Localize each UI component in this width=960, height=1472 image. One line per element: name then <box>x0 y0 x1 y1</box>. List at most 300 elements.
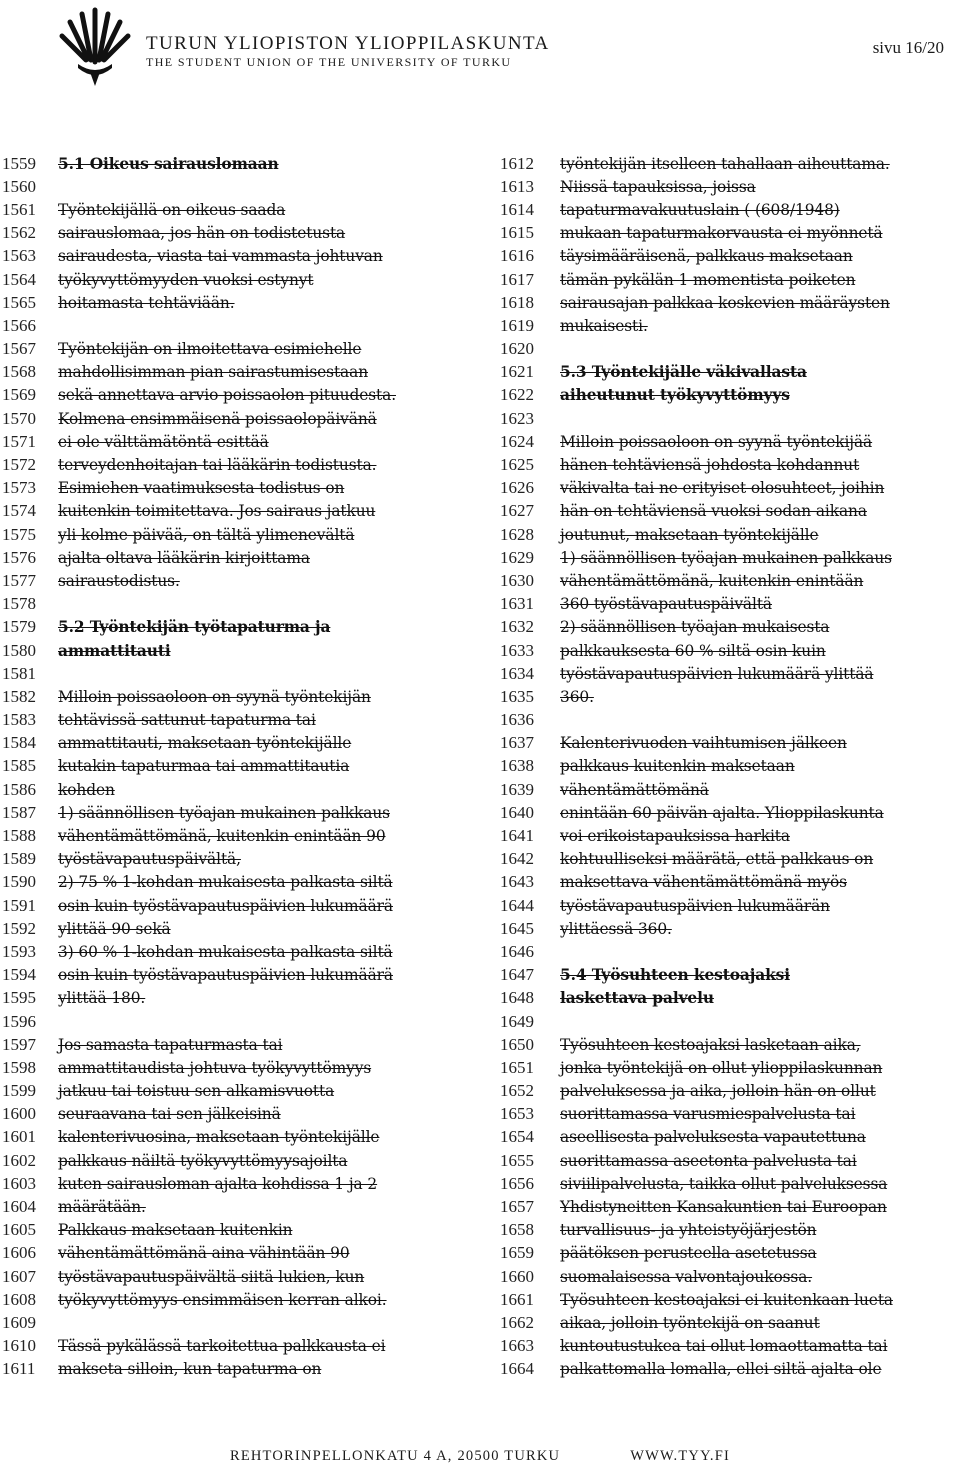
line-number: 1584 <box>2 733 36 753</box>
line-text: suomalaisessa valvontajoukossa. <box>560 1267 813 1286</box>
line-number: 1664 <box>500 1359 534 1379</box>
text-line <box>500 222 955 245</box>
text-line <box>2 1010 472 1033</box>
text-line <box>500 1265 955 1288</box>
text-line <box>2 523 472 546</box>
line-text: joutunut, maksetaan työntekijälle <box>560 525 819 544</box>
line-number: 1628 <box>500 524 534 544</box>
text-line <box>2 198 472 221</box>
line-number: 1601 <box>2 1127 36 1147</box>
line-number: 1617 <box>500 269 534 289</box>
line-text: 360. <box>560 687 594 706</box>
line-number: 1570 <box>2 408 36 428</box>
text-line <box>2 685 472 708</box>
line-text: palkkauksesta 60 % siltä osin kuin <box>560 641 826 660</box>
text-line <box>500 1056 955 1079</box>
text-line <box>500 1242 955 1265</box>
line-text: päätöksen perusteella asetetussa <box>560 1244 817 1263</box>
text-line <box>500 778 955 801</box>
text-line <box>500 917 955 940</box>
line-text: väkivalta tai ne erityiset olosuhteet, joihin <box>560 479 885 498</box>
line-text: tehtävissä sattunut tapaturma tai <box>58 711 316 730</box>
line-number: 1564 <box>2 269 36 289</box>
text-line <box>500 338 955 361</box>
text-line <box>500 987 955 1010</box>
line-number: 1623 <box>500 408 534 428</box>
line-number: 1569 <box>2 385 36 405</box>
line-text: Kolmena ensimmäisenä poissaolopäivänä <box>58 409 377 428</box>
text-line <box>2 755 472 778</box>
text-line <box>2 430 472 453</box>
line-number: 1571 <box>2 431 36 451</box>
text-line <box>500 894 955 917</box>
left-column <box>2 152 472 1381</box>
line-number: 1599 <box>2 1081 36 1101</box>
text-line <box>2 709 472 732</box>
text-line <box>2 1311 472 1334</box>
line-text: Tässä pykälässä tarkoitettua palkkausta ei <box>58 1337 386 1356</box>
section-heading: laskettava palvelu <box>560 989 714 1008</box>
line-number: 1611 <box>2 1359 36 1379</box>
text-line <box>500 569 955 592</box>
line-text: kohtuulliseksi määrätä, että palkkaus on <box>560 850 874 869</box>
text-line <box>2 222 472 245</box>
line-number: 1606 <box>2 1243 36 1263</box>
line-text: sairaudesta, viasta tai vammasta johtuvan <box>58 247 383 266</box>
line-text: 1) säännöllisen työajan mukainen palkkaus <box>58 803 390 822</box>
line-number: 1621 <box>500 362 534 382</box>
line-text: palkattomalla lomalla, ellei siltä ajalta ole <box>560 1360 882 1379</box>
line-text: työstävapautuspäivältä, <box>58 850 241 869</box>
line-number: 1651 <box>500 1057 534 1077</box>
line-number: 1615 <box>500 223 534 243</box>
line-text: Milloin poissaoloon on syynä työntekijän <box>58 687 371 706</box>
line-number: 1649 <box>500 1011 534 1031</box>
text-line <box>500 430 955 453</box>
line-number: 1609 <box>2 1312 36 1332</box>
line-number: 1627 <box>500 501 534 521</box>
text-line <box>2 778 472 801</box>
line-text: aseellisesta palveluksesta vapautettuna <box>560 1128 866 1147</box>
line-text: yli kolme päivää, on tältä ylimenevältä <box>58 525 355 544</box>
line-text: palkkaus näiltä työkyvyttömyysajoilta <box>58 1151 348 1170</box>
line-text: vähentämättömänä aina vähintään 90 <box>58 1244 350 1263</box>
text-line <box>2 848 472 871</box>
line-number: 1608 <box>2 1289 36 1309</box>
line-text: aikaa, jolloin työntekijä on saanut <box>560 1313 820 1332</box>
right-column <box>500 152 955 1381</box>
text-line <box>500 407 955 430</box>
line-number: 1585 <box>2 756 36 776</box>
text-line <box>500 1126 955 1149</box>
line-number: 1586 <box>2 779 36 799</box>
line-number: 1648 <box>500 988 534 1008</box>
line-number: 1639 <box>500 779 534 799</box>
text-line <box>2 871 472 894</box>
line-number: 1579 <box>2 617 36 637</box>
text-line <box>2 801 472 824</box>
line-number: 1647 <box>500 965 534 985</box>
line-text: ei ole välttämätöntä esittää <box>58 432 269 451</box>
line-text: palkkaus kuitenkin maksetaan <box>560 757 795 776</box>
footer-website[interactable]: WWW.TYY.FI <box>630 1448 731 1464</box>
line-text: vähentämättömänä <box>560 780 709 799</box>
line-text: Jos samasta tapaturmasta tai <box>58 1035 283 1054</box>
line-number: 1598 <box>2 1057 36 1077</box>
text-line <box>2 291 472 314</box>
line-text: vähentämättömänä, kuitenkin enintään <box>560 571 864 590</box>
line-number: 1638 <box>500 756 534 776</box>
line-number: 1567 <box>2 339 36 359</box>
line-number: 1578 <box>2 594 36 614</box>
line-number: 1600 <box>2 1104 36 1124</box>
text-line <box>2 453 472 476</box>
line-text: kuntoutustukea tai ollut lomaottamatta tai <box>560 1337 888 1356</box>
line-number: 1622 <box>500 385 534 405</box>
section-heading: 5.4 Työsuhteen kestoajaksi <box>560 966 790 985</box>
line-number: 1652 <box>500 1081 534 1101</box>
line-text: Milloin poissaoloon on syynä työntekijää <box>560 432 873 451</box>
line-number: 1641 <box>500 826 534 846</box>
line-number: 1605 <box>2 1220 36 1240</box>
line-number: 1618 <box>500 292 534 312</box>
text-line <box>2 1288 472 1311</box>
line-number: 1637 <box>500 733 534 753</box>
section-heading: 5.1 Oikeus sairauslomaan <box>58 154 279 173</box>
line-text: sairausajan palkkaa koskevien määräysten <box>560 293 890 312</box>
text-line <box>500 1195 955 1218</box>
line-text: kohden <box>58 780 115 799</box>
text-line <box>2 1172 472 1195</box>
line-number: 1563 <box>2 246 36 266</box>
line-number: 1607 <box>2 1266 36 1286</box>
text-line <box>500 1080 955 1103</box>
text-line <box>2 175 472 198</box>
text-line <box>2 1358 472 1381</box>
line-text: sairaustodistus. <box>58 571 180 590</box>
text-line <box>500 291 955 314</box>
line-number: 1580 <box>2 640 36 660</box>
line-number: 1591 <box>2 895 36 915</box>
text-line <box>500 824 955 847</box>
text-line <box>2 546 472 569</box>
line-number: 1643 <box>500 872 534 892</box>
text-line <box>2 1056 472 1079</box>
line-text: työstävapautuspäivien lukumäärän <box>560 896 830 915</box>
text-line <box>2 593 472 616</box>
text-line <box>500 1149 955 1172</box>
text-line <box>2 152 472 175</box>
text-line <box>500 848 955 871</box>
text-line <box>2 940 472 963</box>
line-text: osin kuin työstävapautuspäivien lukumäärä <box>58 896 393 915</box>
text-line <box>500 685 955 708</box>
text-line <box>500 175 955 198</box>
line-text: suorittamassa varusmiespalvelusta tai <box>560 1105 856 1124</box>
text-line <box>500 453 955 476</box>
line-number: 1633 <box>500 640 534 660</box>
line-text: työstävapautuspäivältä siitä lukien, kun <box>58 1267 365 1286</box>
line-text: turvallisuus- ja yhteistyöjärjestön <box>560 1221 817 1240</box>
line-number: 1654 <box>500 1127 534 1147</box>
text-line <box>2 338 472 361</box>
line-text: 1) säännöllisen työajan mukainen palkkaus <box>560 548 892 567</box>
line-text: tämän pykälän 1 momentista poiketen <box>560 270 856 289</box>
text-line <box>500 500 955 523</box>
line-number: 1590 <box>2 872 36 892</box>
line-number: 1625 <box>500 455 534 475</box>
line-text: hoitamasta tehtäviään. <box>58 293 235 312</box>
text-line <box>2 1335 472 1358</box>
line-number: 1663 <box>500 1336 534 1356</box>
line-number: 1612 <box>500 153 534 173</box>
text-line <box>500 1288 955 1311</box>
line-number: 1603 <box>2 1173 36 1193</box>
line-number: 1594 <box>2 965 36 985</box>
text-line <box>500 709 955 732</box>
text-line <box>2 477 472 500</box>
text-line <box>500 964 955 987</box>
line-text: suorittamassa aseetonta palvelusta tai <box>560 1151 857 1170</box>
text-line <box>2 314 472 337</box>
line-text: Yhdistyneitten Kansakuntien tai Euroopan <box>560 1198 887 1217</box>
line-number: 1661 <box>500 1289 534 1309</box>
line-number: 1604 <box>2 1197 36 1217</box>
line-number: 1562 <box>2 223 36 243</box>
section-heading: aiheutunut työkyvyttömyys <box>560 386 790 405</box>
line-number: 1636 <box>500 710 534 730</box>
text-line <box>500 801 955 824</box>
text-line <box>500 361 955 384</box>
line-number: 1559 <box>2 153 36 173</box>
text-line <box>2 616 472 639</box>
text-line <box>500 314 955 337</box>
text-line <box>500 384 955 407</box>
line-number: 1561 <box>2 199 36 219</box>
text-line <box>500 871 955 894</box>
line-text: makseta silloin, kun tapaturma on <box>58 1360 322 1379</box>
text-line <box>2 1080 472 1103</box>
line-number: 1629 <box>500 547 534 567</box>
line-text: osin kuin työstävapautuspäivien lukumäärä <box>58 966 393 985</box>
line-text: Työntekijällä on oikeus saada <box>58 200 286 219</box>
line-number: 1575 <box>2 524 36 544</box>
page-number: sivu 16/20 <box>872 38 944 57</box>
line-number: 1587 <box>2 802 36 822</box>
text-line <box>500 639 955 662</box>
text-line <box>500 1358 955 1381</box>
line-text: 2) 75 % 1-kohdan mukaisesta palkasta siltä <box>58 873 393 892</box>
line-number: 1613 <box>500 176 534 196</box>
line-number: 1610 <box>2 1336 36 1356</box>
text-line <box>2 268 472 291</box>
text-line <box>500 662 955 685</box>
line-number: 1593 <box>2 941 36 961</box>
line-number: 1588 <box>2 826 36 846</box>
line-text: kuitenkin toimitettava. Jos sairaus jatkuu <box>58 502 376 521</box>
text-line <box>2 1126 472 1149</box>
line-text: jonka työntekijä on ollut ylioppilaskunnan <box>560 1058 883 1077</box>
line-number: 1650 <box>500 1034 534 1054</box>
text-line <box>2 1265 472 1288</box>
line-text: työntekijän itselleen tahallaan aiheuttama. <box>560 154 890 173</box>
line-text: Työntekijän on ilmoitettava esimiehelle <box>58 340 362 359</box>
text-line <box>2 917 472 940</box>
line-number: 1576 <box>2 547 36 567</box>
text-line <box>2 639 472 662</box>
line-text: työstävapautuspäivien lukumäärä ylittää <box>560 664 874 683</box>
line-number: 1662 <box>500 1312 534 1332</box>
line-number: 1596 <box>2 1011 36 1031</box>
text-line <box>2 384 472 407</box>
text-line <box>2 361 472 384</box>
line-text: terveydenhoitajan tai lääkärin todistusta. <box>58 456 377 475</box>
line-number: 1568 <box>2 362 36 382</box>
line-text: ylittää 90 sekä <box>58 919 171 938</box>
text-line <box>500 198 955 221</box>
line-text: enintään 60 päivän ajalta. Ylioppilaskunta <box>560 803 884 822</box>
text-line <box>2 1195 472 1218</box>
line-number: 1659 <box>500 1243 534 1263</box>
text-line <box>500 268 955 291</box>
line-text: Palkkaus maksetaan kuitenkin <box>58 1221 293 1240</box>
footer <box>0 1448 960 1465</box>
text-line <box>2 987 472 1010</box>
line-text: hänen tehtäviensä johdosta kohdannut <box>560 456 860 475</box>
line-number: 1656 <box>500 1173 534 1193</box>
section-heading: 5.2 Työntekijän työtapaturma ja <box>58 618 331 637</box>
line-text: siviilipalvelusta, taikka ollut palveluksessa <box>560 1174 888 1193</box>
line-text: mukaan tapaturmakorvausta ei myönnetä <box>560 224 883 243</box>
line-text: työkyvyttömyyden vuoksi estynyt <box>58 270 314 289</box>
line-number: 1581 <box>2 663 36 683</box>
line-text: tapaturmavakuutuslain ( (608/1948) <box>560 200 840 219</box>
text-line <box>500 245 955 268</box>
text-line <box>500 523 955 546</box>
text-line <box>500 1103 955 1126</box>
text-line <box>500 1335 955 1358</box>
text-line <box>2 245 472 268</box>
text-line <box>2 964 472 987</box>
line-number: 1657 <box>500 1197 534 1217</box>
text-line <box>500 616 955 639</box>
line-text: sekä annettava arvio poissaolon pituudesta. <box>58 386 396 405</box>
text-line <box>500 477 955 500</box>
text-line <box>2 894 472 917</box>
line-number: 1589 <box>2 849 36 869</box>
line-number: 1592 <box>2 918 36 938</box>
text-line <box>2 1219 472 1242</box>
line-number: 1653 <box>500 1104 534 1124</box>
section-heading: 5.3 Työntekijälle väkivallasta <box>560 363 807 382</box>
line-number: 1597 <box>2 1034 36 1054</box>
text-line <box>2 1103 472 1126</box>
line-text: seuraavana tai sen jälkeisinä <box>58 1105 281 1124</box>
line-text: Niissä tapauksissa, joissa <box>560 177 756 196</box>
text-line <box>500 1172 955 1195</box>
line-text: työkyvyttömyys ensimmäisen kerran alkoi. <box>58 1290 387 1309</box>
text-line <box>500 1033 955 1056</box>
line-number: 1655 <box>500 1150 534 1170</box>
text-line <box>2 500 472 523</box>
line-number: 1642 <box>500 849 534 869</box>
line-text: 2) säännöllisen työajan mukaisesta <box>560 618 830 637</box>
line-text: mahdollisimman pian sairastumisestaan <box>58 363 369 382</box>
line-number: 1634 <box>500 663 534 683</box>
line-number: 1631 <box>500 594 534 614</box>
line-number: 1620 <box>500 339 534 359</box>
line-text: vähentämättömänä, kuitenkin enintään 90 <box>58 827 386 846</box>
text-line <box>500 732 955 755</box>
line-text: voi erikoistapauksissa harkita <box>560 827 790 846</box>
line-number: 1624 <box>500 431 534 451</box>
line-number: 1626 <box>500 478 534 498</box>
line-number: 1616 <box>500 246 534 266</box>
line-text: täysimääräisenä, palkkaus maksetaan <box>560 247 853 266</box>
line-text: kuten sairausloman ajalta kohdissa 1 ja 2 <box>58 1174 378 1193</box>
org-subtitle: THE STUDENT UNION OF THE UNIVERSITY OF TURKU <box>146 55 512 69</box>
text-line <box>500 152 955 175</box>
line-text: 360 työstävapautuspäivältä <box>560 595 772 614</box>
line-number: 1577 <box>2 570 36 590</box>
line-text: määrätään. <box>58 1198 146 1217</box>
line-text: Työsuhteen kestoajaksi ei kuitenkaan lueta <box>560 1290 893 1309</box>
line-text: 3) 60 % 1-kohdan mukaisesta palkasta siltä <box>58 942 393 961</box>
line-number: 1595 <box>2 988 36 1008</box>
line-number: 1573 <box>2 478 36 498</box>
text-line <box>500 546 955 569</box>
text-line <box>2 407 472 430</box>
line-text: palveluksessa ja aika, jolloin hän on ollut <box>560 1082 876 1101</box>
line-text: Työsuhteen kestoajaksi lasketaan aika, <box>560 1035 861 1054</box>
text-line <box>500 940 955 963</box>
line-text: ammattitaudista johtuva työkyvyttömyys <box>58 1058 372 1077</box>
line-number: 1582 <box>2 686 36 706</box>
text-line <box>2 1033 472 1056</box>
line-number: 1658 <box>500 1220 534 1240</box>
line-number: 1574 <box>2 501 36 521</box>
line-number: 1572 <box>2 455 36 475</box>
line-number: 1632 <box>500 617 534 637</box>
text-line <box>500 1219 955 1242</box>
line-text: ylittää 180. <box>58 989 146 1008</box>
section-heading: ammattitauti <box>58 641 171 660</box>
text-line <box>2 569 472 592</box>
line-number: 1646 <box>500 941 534 961</box>
line-number: 1614 <box>500 199 534 219</box>
line-number: 1583 <box>2 710 36 730</box>
text-line <box>500 1010 955 1033</box>
text-line <box>2 662 472 685</box>
text-line <box>2 1149 472 1172</box>
line-text: ylittäessä 360. <box>560 919 672 938</box>
line-number: 1640 <box>500 802 534 822</box>
line-number: 1560 <box>2 176 36 196</box>
line-number: 1645 <box>500 918 534 938</box>
line-number: 1619 <box>500 315 534 335</box>
org-name: TURUN YLIOPISTON YLIOPPILASKUNTA <box>146 33 550 54</box>
text-line <box>2 732 472 755</box>
text-line <box>2 1242 472 1265</box>
line-text: kutakin tapaturmaa tai ammattitautia <box>58 757 350 776</box>
text-line <box>500 1311 955 1334</box>
text-line <box>500 755 955 778</box>
line-text: kalenterivuosina, maksetaan työntekijälle <box>58 1128 380 1147</box>
line-text: ajalta oltava lääkärin kirjoittama <box>58 548 310 567</box>
line-text: mukaisesti. <box>560 316 648 335</box>
line-text: Kalenterivuoden vaihtumisen jälkeen <box>560 734 847 753</box>
line-number: 1602 <box>2 1150 36 1170</box>
